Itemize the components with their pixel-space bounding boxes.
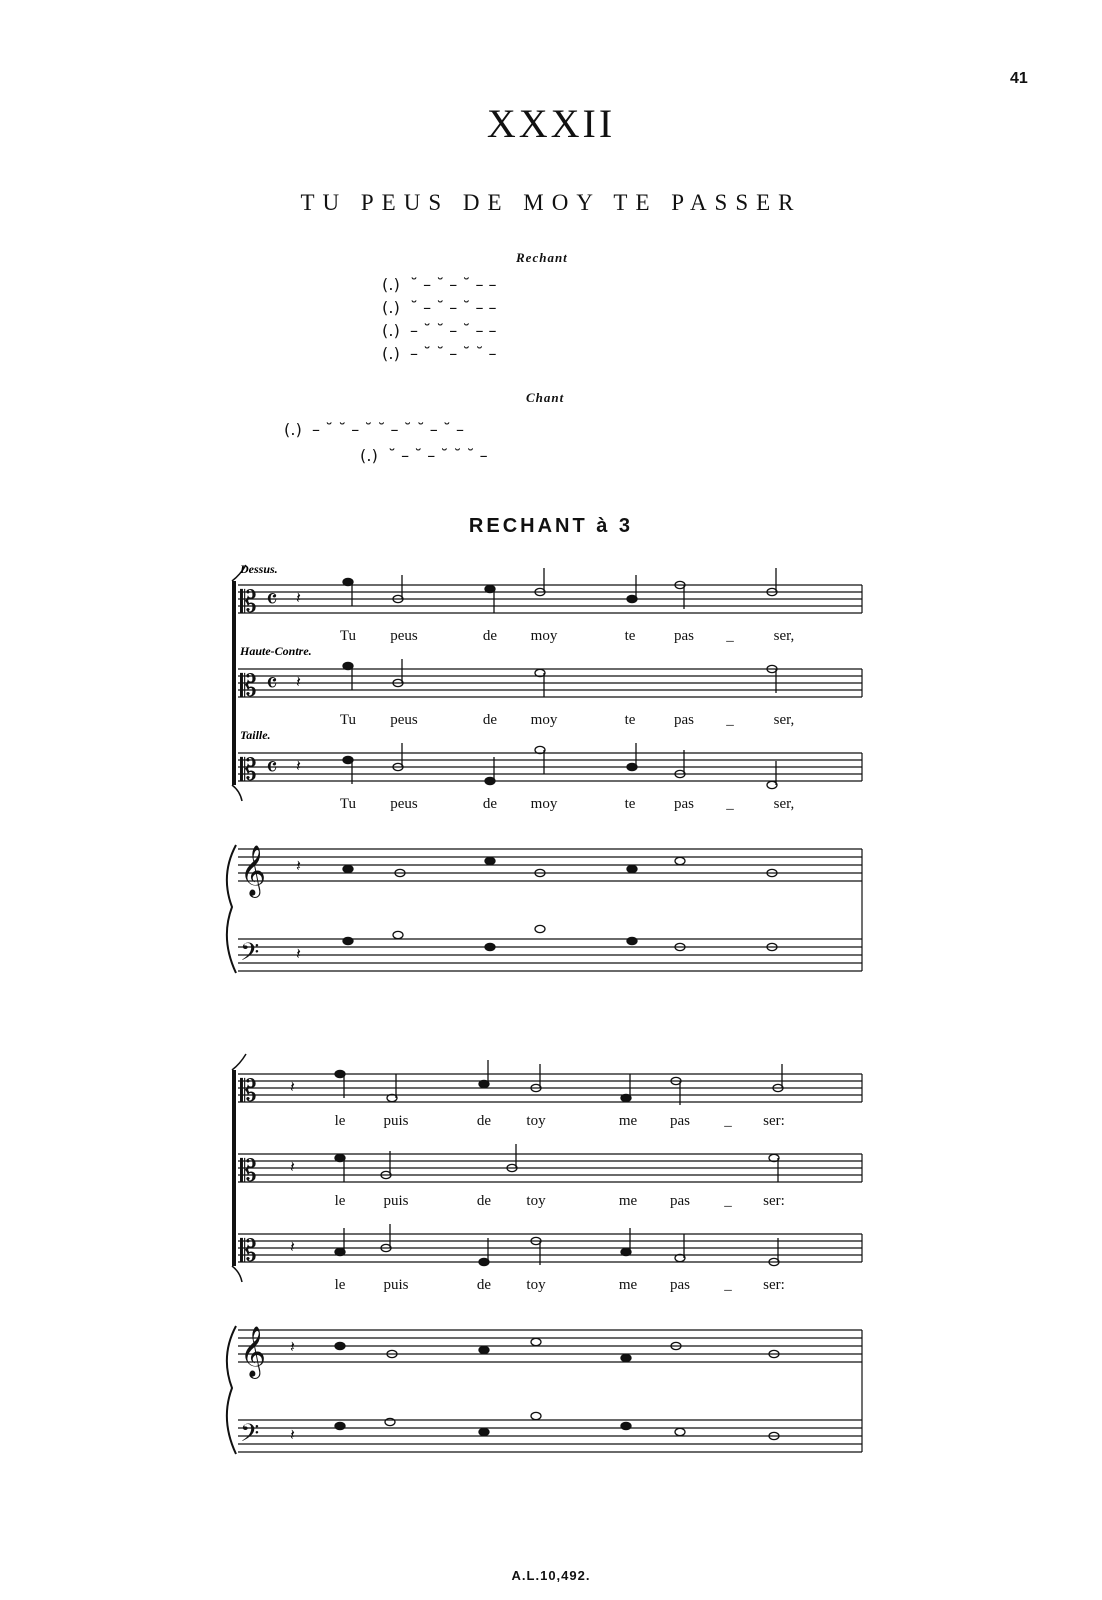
svg-text:𝄽: 𝄽 <box>290 1159 295 1176</box>
lyric-syllable: pas <box>674 628 694 644</box>
svg-text:𝄽: 𝄽 <box>290 1427 295 1444</box>
lyric-syllable: le <box>334 1193 346 1209</box>
lyric-syllable: _ <box>726 796 734 812</box>
score-system-2 <box>0 1040 1102 1470</box>
scheme-pattern: – ˘ ˘ – ˘ ˘ – ˘ ˘ – ˘ – <box>312 420 464 439</box>
lyric-syllable: ser, <box>773 628 795 644</box>
song-title: TU PEUS DE MOY TE PASSER <box>300 190 802 215</box>
chant-scheme-label: Chant <box>526 390 565 405</box>
scheme-mark: (․) <box>382 321 400 340</box>
svg-text:𝄽: 𝄽 <box>296 858 301 875</box>
lyric-syllable: toy <box>526 1193 546 1209</box>
svg-text:𝄽: 𝄽 <box>296 674 301 691</box>
chant-scheme-row-1 <box>284 420 464 439</box>
svg-text:𝄢: 𝄢 <box>240 939 260 972</box>
lyrics-row <box>335 1193 785 1209</box>
lyric-syllable: pas <box>670 1193 690 1209</box>
lyric-syllable: _ <box>724 1193 732 1209</box>
scheme-row <box>382 275 497 298</box>
svg-text:𝄽: 𝄽 <box>296 590 301 607</box>
lyric-syllable: de <box>476 1193 492 1209</box>
scheme-pattern: ˘ – ˘ – ˘ ˘ ˘ – <box>388 446 488 465</box>
scheme-pattern: ˘ – ˘ – ˘ – – <box>410 275 497 294</box>
piece-number: XXXII <box>486 101 616 146</box>
svg-text:𝄽: 𝄽 <box>290 1239 295 1256</box>
scheme-mark: (․) <box>382 344 400 363</box>
rechant-scheme <box>382 275 497 367</box>
voice-name: Dessus. <box>240 562 278 576</box>
lyric-syllable: peus <box>390 796 418 812</box>
scheme-mark: (․) <box>360 446 378 465</box>
lyric-syllable: pas <box>674 712 694 728</box>
svg-text:𝄡: 𝄡 <box>240 586 257 619</box>
lyric-syllable: _ <box>724 1277 732 1293</box>
scheme-pattern: ˘ – ˘ – ˘ – – <box>410 298 497 317</box>
lyric-syllable: puis <box>383 1113 409 1129</box>
lyric-syllable: me <box>618 1193 638 1209</box>
lyric-syllable: le <box>334 1277 346 1293</box>
lyric-syllable: ser, <box>773 712 795 728</box>
svg-text:𝄽: 𝄽 <box>296 758 301 775</box>
lyric-syllable: te <box>624 712 636 728</box>
lyric-syllable: moy <box>530 712 558 728</box>
lyric-syllable: de <box>482 628 498 644</box>
lyric-syllable: puis <box>383 1193 409 1209</box>
svg-text:𝄡: 𝄡 <box>240 754 257 787</box>
lyrics-row <box>335 1113 785 1129</box>
lyric-syllable: puis <box>383 1277 409 1293</box>
lyrics-row <box>340 628 794 644</box>
scheme-row <box>382 321 497 344</box>
rechant-scheme-label: Rechant <box>516 250 568 265</box>
lyric-syllable: de <box>482 712 498 728</box>
score-system-1 <box>0 555 1102 985</box>
lyric-syllable: ser: <box>763 1277 785 1293</box>
lyric-syllable: toy <box>526 1277 546 1293</box>
svg-text:𝄴: 𝄴 <box>266 753 278 782</box>
scheme-pattern: – ˘ ˘ – ˘ ˘ – <box>410 344 497 363</box>
svg-text:𝄢: 𝄢 <box>240 1420 260 1453</box>
lyric-syllable: peus <box>390 628 418 644</box>
svg-text:𝄡: 𝄡 <box>240 670 257 703</box>
lyric-syllable: pas <box>670 1113 690 1129</box>
lyric-syllable: moy <box>530 628 558 644</box>
scheme-mark: (․) <box>382 275 400 294</box>
scheme-row <box>382 344 497 367</box>
lyric-syllable: me <box>618 1113 638 1129</box>
voice-name: Haute-Contre. <box>240 644 312 658</box>
lyric-syllable: te <box>624 796 636 812</box>
lyric-syllable: moy <box>530 796 558 812</box>
lyric-syllable: Tu <box>339 712 357 728</box>
lyric-syllable: peus <box>390 712 418 728</box>
scheme-mark: (․) <box>382 298 400 317</box>
lyric-syllable: le <box>334 1113 346 1129</box>
scheme-row <box>382 298 497 321</box>
svg-text:𝄞: 𝄞 <box>240 846 267 895</box>
svg-text:𝄽: 𝄽 <box>296 946 301 963</box>
lyric-syllable: _ <box>724 1113 732 1129</box>
scheme-mark: (․) <box>284 420 302 439</box>
lyric-syllable: de <box>476 1277 492 1293</box>
svg-text:𝄽: 𝄽 <box>290 1339 295 1356</box>
lyrics-row <box>340 712 794 728</box>
lyric-syllable: toy <box>526 1113 546 1129</box>
lyric-syllable: Tu <box>339 796 357 812</box>
page-number: 41 <box>1010 70 1028 87</box>
lyric-syllable: pas <box>674 796 694 812</box>
lyrics-row <box>340 796 794 812</box>
lyric-syllable: pas <box>670 1277 690 1293</box>
chant-scheme-row-2 <box>360 446 488 465</box>
svg-text:𝄡: 𝄡 <box>240 1075 257 1108</box>
lyric-syllable: de <box>482 796 498 812</box>
lyric-syllable: me <box>618 1277 638 1293</box>
scheme-pattern: – ˘ ˘ – ˘ – – <box>410 321 497 340</box>
lyric-syllable: _ <box>726 712 734 728</box>
lyric-syllable: te <box>624 628 636 644</box>
svg-text:𝄽: 𝄽 <box>290 1079 295 1096</box>
svg-text:𝄴: 𝄴 <box>266 669 278 698</box>
lyric-syllable: ser: <box>763 1193 785 1209</box>
lyric-syllable: de <box>476 1113 492 1129</box>
svg-text:𝄴: 𝄴 <box>266 585 278 614</box>
voice-name: Taille. <box>240 728 271 742</box>
lyrics-row <box>335 1277 785 1293</box>
section-heading: RECHANT à 3 <box>468 515 634 537</box>
svg-text:𝄡: 𝄡 <box>240 1155 257 1188</box>
lyric-syllable: ser, <box>773 796 795 812</box>
lyric-syllable: ser: <box>763 1113 785 1129</box>
lyric-syllable: _ <box>726 628 734 644</box>
plate-number: A.L.10,492. <box>511 1568 591 1583</box>
lyric-syllable: Tu <box>339 628 357 644</box>
svg-text:𝄡: 𝄡 <box>240 1235 257 1268</box>
svg-text:𝄞: 𝄞 <box>240 1327 267 1376</box>
